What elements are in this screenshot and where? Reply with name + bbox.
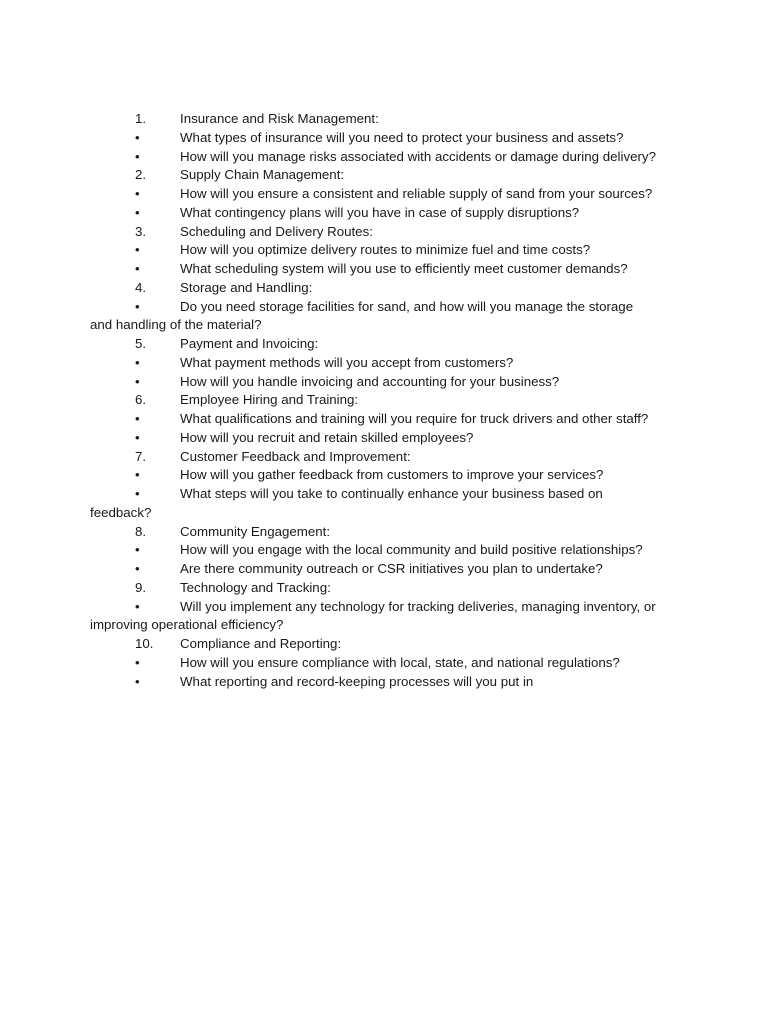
bullet-item: [90, 560, 690, 579]
item-text: How will you ensure compliance with local, state, and national regulations?: [180, 654, 620, 670]
bullet-item: [90, 260, 690, 279]
list-number: 6.: [135, 392, 147, 408]
heading-text: Employee Hiring and Training:: [180, 392, 359, 408]
bullet-item: [90, 354, 690, 373]
bullet-item: [90, 466, 690, 485]
numbered-heading: [90, 391, 690, 410]
item-text: What steps will you take to continually enhance your business based on: [180, 486, 603, 501]
bullet-item: [90, 654, 690, 673]
item-text: How will you optimize delivery routes to minimize fuel and time costs?: [180, 242, 591, 258]
bullet-marker: •: [135, 242, 140, 258]
bullet-item: [90, 298, 690, 317]
list-number: 3.: [135, 223, 147, 239]
bullet-marker: •: [135, 298, 140, 314]
heading-text: Supply Chain Management:: [180, 167, 345, 183]
bullet-item: [90, 241, 690, 260]
item-text: How will you gather feedback from customers to improve your services?: [180, 467, 604, 483]
heading-text: Technology and Tracking:: [180, 579, 331, 595]
numbered-heading: [90, 166, 690, 185]
item-text: What contingency plans will you have in case of supply disruptions?: [180, 204, 580, 220]
bullet-item: [90, 598, 690, 617]
bullet-item: [90, 185, 690, 204]
bullet-item: [90, 129, 690, 148]
bullet-marker: •: [135, 654, 140, 670]
bullet-item: [90, 485, 690, 504]
bullet-item: [90, 373, 690, 392]
bullet-marker: •: [135, 373, 140, 389]
heading-text: Storage and Handling:: [180, 279, 313, 295]
item-text: What scheduling system will you use to efficiently meet customer demands?: [180, 261, 628, 276]
list-number: 7.: [135, 448, 147, 464]
bullet-marker: •: [135, 411, 140, 426]
bullet-item: [90, 541, 690, 560]
heading-text: Scheduling and Delivery Routes:: [180, 223, 373, 239]
bullet-marker: •: [135, 429, 140, 445]
bullet-marker: •: [135, 186, 140, 201]
numbered-heading: [90, 579, 690, 598]
numbered-heading: [90, 279, 690, 298]
heading-text: Customer Feedback and Improvement:: [180, 448, 411, 464]
bullet-item: [90, 429, 690, 448]
item-text: Are there community outreach or CSR initiatives you plan to undertake?: [180, 561, 603, 576]
item-text: Will you implement any technology for tracking deliveries, managing inventory, or: [180, 598, 656, 614]
item-text: Do you need storage facilities for sand, and how will you manage the storage: [180, 298, 634, 314]
bullet-marker: •: [135, 129, 140, 145]
bullet-marker: •: [135, 598, 140, 614]
item-text: What payment methods will you accept from customers?: [180, 354, 514, 370]
heading-text: Insurance and Risk Management:: [180, 111, 379, 126]
list-number: 2.: [135, 167, 147, 183]
item-text: What reporting and record-keeping processes will you put in: [180, 673, 534, 689]
item-text: How will you engage with the local community and build positive relationships?: [180, 542, 643, 558]
item-text: How will you manage risks associated with accidents or damage during delivery?: [180, 148, 656, 164]
bullet-marker: •: [135, 261, 140, 276]
item-text: What qualifications and training will you require for truck drivers and other staff?: [180, 411, 649, 426]
bullet-item: [90, 204, 690, 223]
item-text-continuation: feedback?: [90, 504, 152, 520]
list-number: 4.: [135, 279, 147, 295]
numbered-heading: [90, 110, 690, 129]
list-number: 5.: [135, 336, 147, 351]
bullet-item: [90, 673, 690, 692]
list-number: 10.: [135, 636, 154, 651]
list-number: 9.: [135, 579, 147, 595]
document-body: [90, 110, 690, 691]
item-text: How will you handle invoicing and accounting for your business?: [180, 373, 560, 389]
numbered-heading: [90, 223, 690, 242]
heading-text: Community Engagement:: [180, 523, 331, 539]
list-number: 1.: [135, 111, 147, 126]
numbered-heading: [90, 335, 690, 354]
bullet-marker: •: [135, 148, 140, 164]
bullet-marker: •: [135, 542, 140, 558]
bullet-marker: •: [135, 354, 140, 370]
numbered-heading: [90, 523, 690, 542]
list-number: 8.: [135, 523, 147, 539]
numbered-heading: [90, 635, 690, 654]
bullet-marker: •: [135, 486, 140, 501]
bullet-marker: •: [135, 561, 140, 576]
bullet-marker: •: [135, 204, 140, 220]
item-text: How will you recruit and retain skilled employees?: [180, 429, 474, 445]
bullet-marker: •: [135, 467, 140, 483]
bullet-marker: •: [135, 673, 140, 689]
item-text-continuation: and handling of the material?: [90, 317, 262, 333]
item-text-continuation: improving operational efficiency?: [90, 617, 284, 633]
bullet-item: [90, 410, 690, 429]
item-text: What types of insurance will you need to protect your business and assets?: [180, 129, 624, 145]
bullet-item: [90, 148, 690, 167]
heading-text: Compliance and Reporting:: [180, 636, 342, 651]
item-text: How will you ensure a consistent and reliable supply of sand from your sources?: [180, 186, 653, 201]
heading-text: Payment and Invoicing:: [180, 336, 319, 351]
numbered-heading: [90, 448, 690, 467]
